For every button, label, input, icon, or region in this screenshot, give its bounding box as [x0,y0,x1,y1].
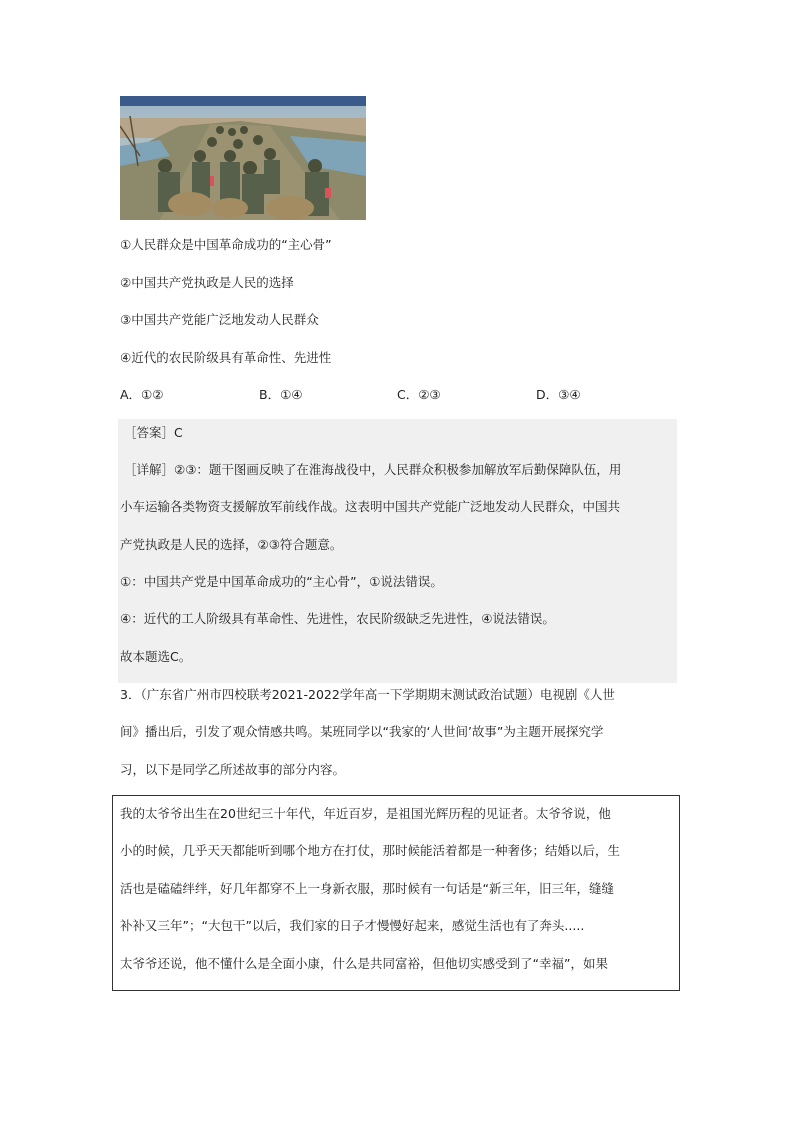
story-line: 太爷爷还说，他不懂什么是全面小康，什么是共同富裕，但他切实感受到了“幸福”，如果 [120,956,608,971]
answer-label: ［答案］C [124,425,183,440]
question-3-line: 3．（广东省广州市四校联考2021-2022学年高一下学期期末测试政治试题）电视剧《人世 [120,687,615,702]
option-1: ①人民群众是中国革命成功的“主心骨” [120,237,332,252]
story-line: 补补又三年”；“大包干”以后，我们家的日子才慢慢好起来，感觉生活也有了奔头..... [120,918,585,933]
explanation-line: ④：近代的工人阶级具有革命性、先进性，农民阶级缺乏先进性，④说法错误。 [120,611,555,626]
choice-c: C．②③ [397,387,441,402]
explanation-line: ①：中国共产党是中国革命成功的“主心骨”，①说法错误。 [120,574,443,589]
historical-photo [120,96,366,220]
story-line: 活也是磕磕绊绊，好几年都穿不上一身新衣服，那时候有一句话是“新三年，旧三年，缝缝 [120,881,614,896]
option-3: ③中国共产党能广泛地发动人民群众 [120,312,319,327]
option-4: ④近代的农民阶级具有革命性、先进性 [120,350,332,365]
conclusion-line: 故本题选C。 [120,649,192,664]
choice-b: B．①④ [259,387,303,402]
story-line: 我的太爷爷出生在20世纪三十年代，年近百岁，是祖国光辉历程的见证者。太爷爷说，他 [120,806,611,821]
story-excerpt-box [112,795,680,991]
explanation-line: 小车运输各类物资支援解放军前线作战。这表明中国共产党能广泛地发动人民群众，中国共 [120,499,621,514]
explanation-line: 产党执政是人民的选择，②③符合题意。 [120,537,343,552]
question-3-line: 习，以下是同学乙所述故事的部分内容。 [120,762,346,777]
story-line: 小的时候，几乎天天都能听到哪个地方在打仗，那时候能活着都是一种奢侈；结婚以后，生 [120,843,621,858]
choice-a: A．①② [120,387,164,402]
choice-d: D．③④ [536,387,581,402]
option-2: ②中国共产党执政是人民的选择 [120,275,294,290]
question-3-line: 间》播出后，引发了观众情感共鸣。某班同学以“我家的‘人世间’故事”为主题开展探究学 [120,724,604,739]
explanation-line: ［详解］②③：题干图画反映了在淮海战役中，人民群众积极参加解放军后勤保障队伍，用 [124,462,622,477]
historical-photo-soldiers-pushing-carts-icon [120,96,366,220]
